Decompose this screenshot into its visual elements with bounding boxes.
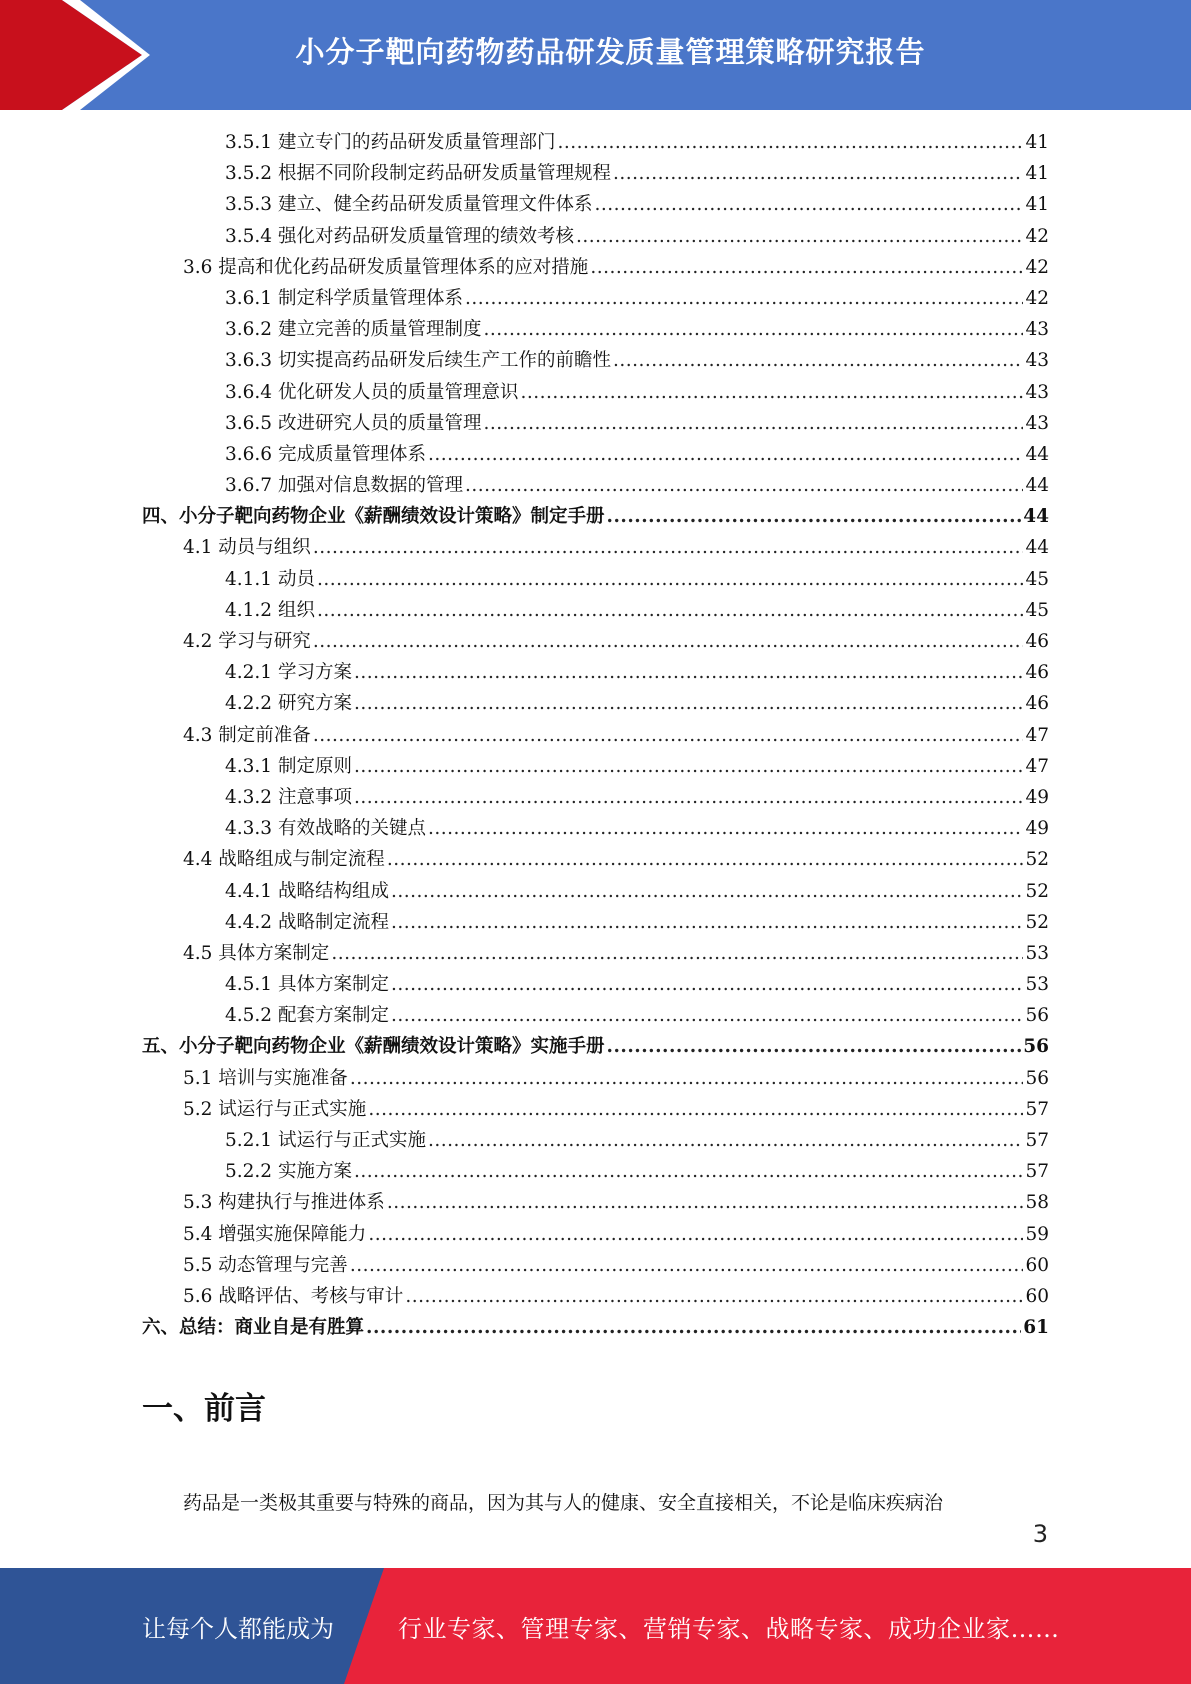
toc-entry-title: 5.3 构建执行与推进体系 — [183, 1192, 385, 1214]
toc-entry[interactable] — [142, 877, 1049, 908]
toc-entry-title: 4.1.1 动员 — [225, 568, 315, 590]
toc-entry[interactable] — [142, 1064, 1049, 1095]
header-chevron-graphic — [0, 0, 150, 110]
toc-entry[interactable] — [142, 1313, 1049, 1344]
page-header — [0, 0, 1191, 110]
toc-entry-page: 57 — [1025, 1098, 1049, 1120]
toc-entry[interactable] — [142, 159, 1049, 190]
toc-entry-page: 58 — [1025, 1192, 1049, 1214]
toc-entry-page: 52 — [1025, 880, 1049, 902]
toc-entry-page: 42 — [1025, 225, 1049, 247]
toc-entry-page: 53 — [1025, 974, 1049, 996]
toc-dot-leader — [313, 537, 1024, 558]
toc-dot-leader — [368, 1224, 1023, 1245]
toc-entry[interactable] — [142, 658, 1049, 689]
toc-entry[interactable] — [142, 128, 1049, 159]
toc-dot-leader — [613, 350, 1023, 371]
toc-dot-leader — [428, 444, 1023, 465]
toc-entry-title: 4.4.2 战略制定流程 — [225, 911, 389, 933]
report-title: 小分子靶向药物药品研发质量管理策略研究报告 — [295, 34, 926, 69]
toc-entry[interactable] — [142, 908, 1049, 939]
toc-entry-title: 3.5.4 强化对药品研发质量管理的绩效考核 — [225, 225, 574, 247]
toc-entry-page: 47 — [1025, 724, 1049, 746]
toc-entry[interactable] — [142, 752, 1049, 783]
toc-entry-page: 52 — [1025, 849, 1049, 871]
toc-entry[interactable] — [142, 1032, 1049, 1063]
toc-dot-leader — [354, 693, 1024, 714]
toc-dot-leader — [607, 1036, 1022, 1057]
toc-entry-page: 60 — [1025, 1285, 1049, 1307]
toc-entry-page: 46 — [1025, 693, 1049, 715]
toc-dot-leader — [391, 881, 1023, 902]
toc-entry-page: 56 — [1025, 1005, 1049, 1027]
toc-entry-title: 4.2.2 研究方案 — [225, 693, 352, 715]
toc-entry[interactable] — [142, 939, 1049, 970]
toc-entry-page: 49 — [1025, 786, 1049, 808]
toc-entry-page: 44 — [1025, 443, 1049, 465]
toc-entry[interactable] — [142, 1157, 1049, 1188]
toc-entry-title: 4.3 制定前准备 — [183, 724, 311, 746]
toc-entry[interactable] — [142, 409, 1049, 440]
toc-dot-leader — [317, 569, 1024, 590]
toc-entry-page: 42 — [1025, 287, 1049, 309]
toc-dot-leader — [613, 163, 1023, 184]
footer-slogan-left: 让每个人都能成为 — [142, 1614, 334, 1643]
toc-entry-title: 五、小分子靶向药物企业《薪酬绩效设计策略》实施手册 — [142, 1036, 605, 1058]
toc-dot-leader — [405, 1286, 1023, 1307]
toc-dot-leader — [331, 943, 1023, 964]
toc-entry-page: 41 — [1025, 132, 1049, 153]
toc-entry-title: 3.6.4 优化研发人员的质量管理意识 — [225, 381, 519, 403]
toc-entry-title: 3.6.6 完成质量管理体系 — [225, 443, 426, 465]
toc-entry-title: 5.4 增强实施保障能力 — [183, 1223, 367, 1245]
toc-entry-page: 44 — [1025, 537, 1049, 559]
toc-entry-title: 4.2 学习与研究 — [183, 631, 311, 652]
toc-entry-title: 4.5.2 配套方案制定 — [225, 1005, 389, 1027]
toc-entry-page: 43 — [1025, 319, 1049, 341]
toc-entry[interactable] — [142, 1001, 1049, 1032]
toc-entry-title: 4.2.1 学习方案 — [225, 662, 352, 684]
toc-dot-leader — [354, 1161, 1024, 1182]
toc-entry[interactable] — [142, 689, 1049, 720]
toc-entry-title: 4.5 具体方案制定 — [183, 942, 330, 964]
toc-dot-leader — [313, 725, 1024, 746]
toc-entry[interactable] — [142, 1251, 1049, 1282]
toc-dot-leader — [607, 506, 1022, 527]
section-heading: 一、前言 — [142, 1391, 266, 1427]
toc-dot-leader — [594, 194, 1023, 215]
toc-entry-page: 46 — [1025, 662, 1049, 684]
toc-dot-leader — [391, 974, 1023, 995]
toc-entry-page: 59 — [1025, 1223, 1049, 1245]
toc-dot-leader — [354, 662, 1024, 683]
toc-entry-page: 56 — [1025, 1067, 1049, 1089]
toc-entry-page: 61 — [1023, 1317, 1049, 1339]
toc-entry[interactable] — [142, 565, 1049, 596]
toc-entry-title: 5.1 培训与实施准备 — [183, 1067, 348, 1089]
toc-dot-leader — [590, 257, 1023, 278]
toc-entry-page: 42 — [1025, 256, 1049, 278]
toc-entry-title: 5.2 试运行与正式实施 — [183, 1098, 367, 1120]
toc-entry-title: 六、总结：商业自是有胜算 — [142, 1317, 365, 1339]
toc-entry-title: 4.4.1 战略结构组成 — [225, 880, 389, 902]
toc-entry[interactable] — [142, 471, 1049, 502]
toc-entry-title: 4.1 动员与组织 — [183, 537, 311, 559]
toc-dot-leader — [465, 288, 1023, 309]
toc-entry-page: 41 — [1025, 194, 1049, 216]
toc-entry-page: 43 — [1025, 412, 1049, 434]
toc-entry-title: 4.5.1 具体方案制定 — [225, 974, 389, 996]
toc-entry-title: 5.6 战略评估、考核与审计 — [183, 1285, 404, 1307]
toc-dot-leader — [428, 1130, 1023, 1151]
toc-entry-page: 57 — [1025, 1161, 1049, 1183]
toc-entry-page: 45 — [1025, 568, 1049, 590]
toc-entry-title: 4.1.2 组织 — [225, 599, 315, 621]
toc-dot-leader — [483, 413, 1023, 434]
toc-entry-title: 3.5.3 建立、健全药品研发质量管理文件体系 — [225, 194, 593, 216]
toc-dot-leader — [350, 1255, 1024, 1276]
toc-entry-title: 4.4 战略组成与制定流程 — [183, 849, 385, 871]
toc-entry[interactable] — [142, 253, 1049, 284]
toc-entry[interactable] — [142, 346, 1049, 377]
toc-dot-leader — [520, 382, 1023, 403]
toc-entry[interactable] — [142, 1095, 1049, 1126]
toc-entry-title: 3.6.5 改进研究人员的质量管理 — [225, 412, 482, 434]
toc-dot-leader — [350, 1068, 1024, 1089]
table-of-contents — [142, 128, 1049, 1344]
toc-entry[interactable] — [142, 1188, 1049, 1219]
toc-entry[interactable] — [142, 970, 1049, 1001]
toc-dot-leader — [387, 1192, 1024, 1213]
page-number: 3 — [1032, 1520, 1048, 1548]
toc-entry-title: 5.5 动态管理与完善 — [183, 1254, 348, 1276]
toc-entry[interactable] — [142, 378, 1049, 409]
toc-entry[interactable] — [142, 440, 1049, 471]
toc-entry[interactable] — [142, 315, 1049, 346]
toc-entry[interactable] — [142, 596, 1049, 627]
toc-dot-leader — [465, 475, 1023, 496]
toc-entry-title: 5.2.1 试运行与正式实施 — [225, 1130, 426, 1151]
toc-dot-leader — [368, 1099, 1023, 1120]
toc-entry-title: 3.6.1 制定科学质量管理体系 — [225, 287, 463, 309]
toc-entry-title: 3.6 提高和优化药品研发质量管理体系的应对措施 — [183, 256, 589, 278]
toc-entry-title: 3.5.2 根据不同阶段制定药品研发质量管理规程 — [225, 163, 611, 185]
body-paragraph: 药品是一类极其重要与特殊的商品，因为其与人的健康、安全直接相关，不论是临床疾病治 — [183, 1492, 944, 1514]
toc-entry-page: 41 — [1025, 163, 1049, 185]
toc-dot-leader — [313, 631, 1024, 652]
toc-entry-page: 44 — [1025, 475, 1049, 497]
toc-dot-leader — [576, 226, 1023, 247]
toc-dot-leader — [354, 787, 1024, 808]
toc-entry-page: 43 — [1025, 350, 1049, 372]
toc-entry[interactable] — [142, 845, 1049, 876]
toc-entry-title: 3.6.2 建立完善的质量管理制度 — [225, 319, 482, 341]
toc-entry-title: 3.5.1 建立专门的药品研发质量管理部门 — [225, 132, 556, 153]
toc-entry-page: 45 — [1025, 599, 1049, 621]
toc-entry-title: 5.2.2 实施方案 — [225, 1161, 352, 1183]
toc-dot-leader — [317, 600, 1024, 621]
footer-slogan-right: 行业专家、管理专家、营销专家、战略专家、成功企业家…… — [398, 1614, 1060, 1643]
toc-entry[interactable] — [142, 814, 1049, 845]
toc-entry[interactable] — [142, 222, 1049, 253]
toc-entry[interactable] — [142, 627, 1049, 658]
toc-entry[interactable] — [142, 783, 1049, 814]
toc-entry[interactable] — [142, 1282, 1049, 1313]
toc-dot-leader — [354, 756, 1024, 777]
toc-entry-title: 3.6.3 切实提高药品研发后续生产工作的前瞻性 — [225, 350, 611, 372]
toc-entry-page: 43 — [1025, 381, 1049, 403]
toc-entry-page: 60 — [1025, 1254, 1049, 1276]
toc-dot-leader — [387, 849, 1024, 870]
toc-entry-title: 4.3.2 注意事项 — [225, 786, 352, 808]
toc-entry-page: 57 — [1025, 1130, 1049, 1151]
toc-entry[interactable] — [142, 190, 1049, 221]
toc-entry-title: 3.6.7 加强对信息数据的管理 — [225, 475, 463, 497]
toc-entry[interactable] — [142, 1220, 1049, 1251]
toc-dot-leader — [428, 818, 1023, 839]
toc-entry-page: 56 — [1023, 1036, 1049, 1058]
toc-entry-page: 52 — [1025, 911, 1049, 933]
toc-entry-page: 47 — [1025, 755, 1049, 777]
toc-entry[interactable] — [142, 1126, 1049, 1157]
toc-entry-title: 4.3.1 制定原则 — [225, 755, 352, 777]
toc-entry[interactable] — [142, 721, 1049, 752]
toc-dot-leader — [366, 1317, 1021, 1338]
toc-dot-leader — [557, 132, 1023, 153]
toc-entry-title: 4.3.3 有效战略的关键点 — [225, 818, 426, 840]
toc-entry-page: 53 — [1025, 942, 1049, 964]
toc-dot-leader — [391, 912, 1023, 933]
page-footer — [0, 1568, 1191, 1684]
toc-entry-page: 46 — [1025, 631, 1049, 652]
toc-entry-title: 四、小分子靶向药物企业《薪酬绩效设计策略》制定手册 — [142, 506, 605, 528]
toc-dot-leader — [391, 1005, 1023, 1026]
toc-dot-leader — [483, 319, 1023, 340]
toc-entry[interactable] — [142, 533, 1049, 564]
toc-entry-page: 44 — [1023, 506, 1049, 528]
toc-entry[interactable] — [142, 284, 1049, 315]
toc-entry[interactable] — [142, 502, 1049, 533]
toc-entry-page: 49 — [1025, 818, 1049, 840]
